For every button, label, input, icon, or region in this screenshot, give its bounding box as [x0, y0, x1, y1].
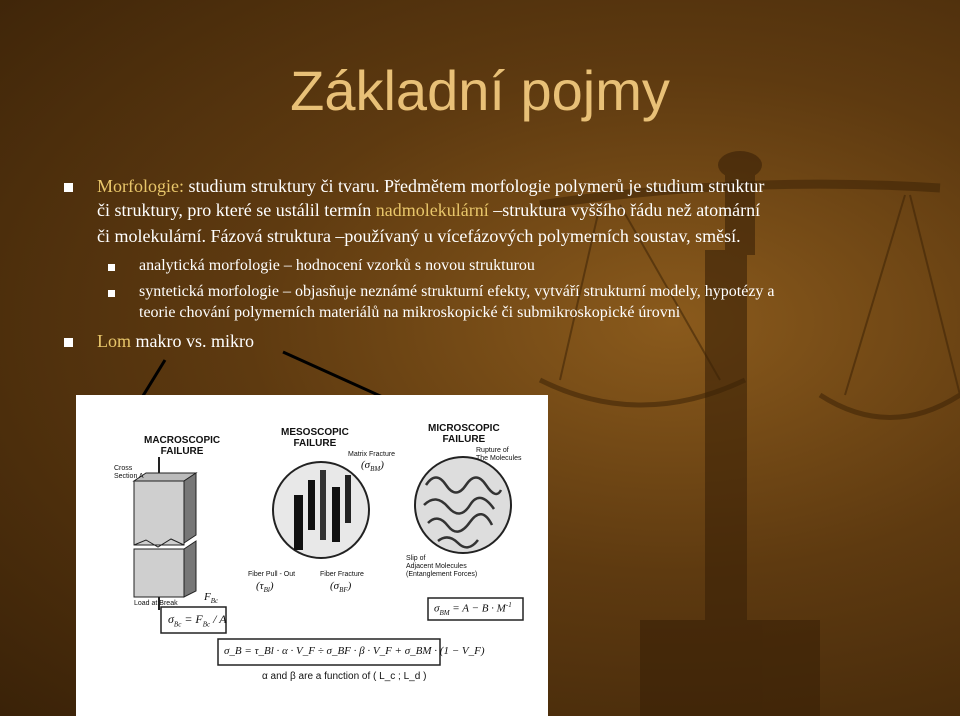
slip-label: Slip of Adjacent Molecules (Entanglement Forces) — [406, 555, 478, 578]
bullet2-text: makro vs. mikro — [131, 331, 254, 351]
term-nadmolekularni: nadmolekulární — [375, 200, 489, 220]
fiber-pullout-label: Fiber Pull - Out — [248, 571, 296, 578]
load-at-break-label: Load at Break — [134, 600, 178, 607]
bullet1-text: studium struktury či tvaru. Předmětem morfologie polymerů je studium struktur — [184, 176, 765, 196]
bullet1-line3-b: Fázová struktura –používaný u vícefázových polymerních soustav, směsí. — [210, 226, 741, 246]
sub-bullet-synteticka-cont: teorie chování polymerních materiálů na mikroskopické či submikroskopické úrovni — [139, 304, 681, 321]
sub-bullet-synteticka: syntetická morfologie – objasňuje neznámé strukturní efekty, vytváří strukturní modely, hypotézy a — [139, 283, 775, 300]
meso-circle — [273, 462, 369, 558]
sigma-bm-equation: $\sigma_{BM} = A - B \cdot M^{-1}$ — [434, 601, 512, 617]
tau-symbol: $(\tau_{Bl})$ — [256, 580, 274, 595]
fiber-fracture-label: Fiber Fracture — [320, 571, 364, 578]
matrix-symbol: $(\sigma_{BM})$ — [361, 459, 384, 474]
bullet1-line2-b: –struktura vyššího řádu než atomární — [488, 200, 761, 220]
cross-section-label: Cross Section A — [114, 465, 144, 480]
micro-title: MICROSCOPIC FAILURE — [428, 423, 500, 445]
rupture-label: Rupture of The Molecules — [476, 447, 522, 462]
main-equation: σ_B = τ_Bl · α · V_F ÷ σ_BF · β · V_F + σ_BM · (1 − V_F) — [224, 645, 485, 657]
macro-title: MACROSCOPIC FAILURE — [144, 435, 221, 457]
failure-diagram — [76, 395, 548, 716]
sigma-bc-equation: $\sigma_{Bc} = F_{Bc} / A$ — [168, 612, 227, 629]
micro-circle — [415, 457, 511, 553]
term-morfologie: Morfologie: — [97, 176, 184, 196]
fiber-symbol: $(\sigma_{BF})$ — [330, 580, 352, 595]
function-footnote: α and β are a function of ( L_c ; L_d ) — [262, 671, 427, 682]
load-symbol: $F_{Bc}$ — [204, 591, 219, 606]
bullet1-line2-a: či struktury, pro které se ustálil termín — [97, 200, 376, 220]
slide-title: Základní pojmy — [290, 59, 670, 122]
bullet1-line3-a: či molekulární. — [97, 226, 211, 246]
meso-title: MESOSCOPIC FAILURE — [281, 427, 349, 449]
sub-bullet-analyticka: analytická morfologie – hodnocení vzorků s novou strukturou — [139, 257, 535, 274]
matrix-fracture-label: Matrix Fracture — [348, 451, 396, 458]
term-lom: Lom — [97, 331, 131, 351]
